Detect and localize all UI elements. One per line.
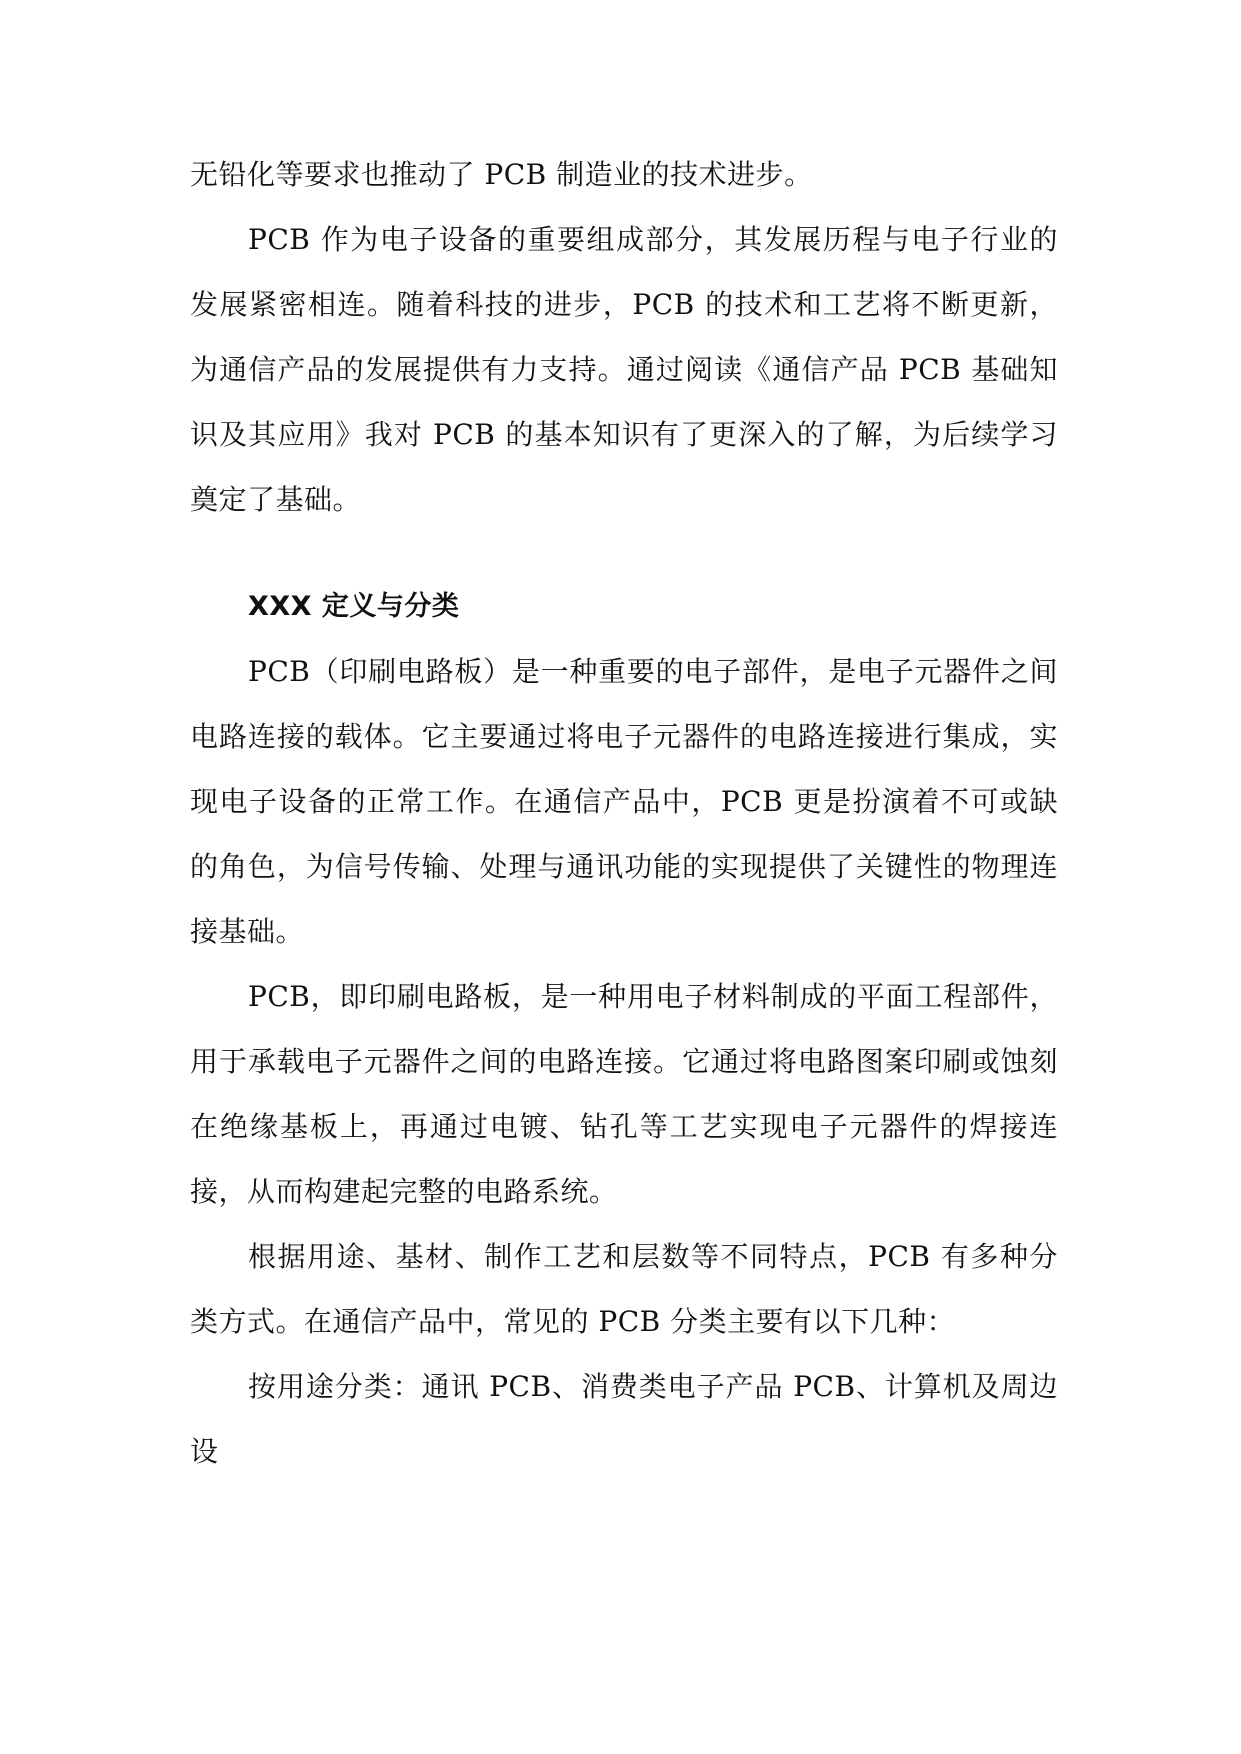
document-body — [190, 142, 1058, 1484]
paragraph-pcb-explanation: PCB，即印刷电路板，是一种用电子材料制成的平面工程部件，用于承载电子元器件之间的电路连接。它通过将电路图案印刷或蚀刻在绝缘基板上，再通过电镀、钻孔等工艺实现电子元器件的焊接连接，从而构建起完整的电路系统。 — [190, 980, 1058, 1208]
paragraph-continuation: 无铅化等要求也推动了 PCB 制造业的技术进步。 — [190, 158, 813, 191]
section-heading: XXX 定义与分类 — [248, 591, 460, 622]
paragraph-pcb-classification: 根据用途、基材、制作工艺和层数等不同特点，PCB 有多种分类方式。在通信产品中，常见的 PCB 分类主要有以下几种： — [190, 1240, 1058, 1338]
paragraph-pcb-development: PCB 作为电子设备的重要组成部分，其发展历程与电子行业的发展紧密相连。随着科技的进步，PCB 的技术和工艺将不断更新，为通信产品的发展提供有力支持。通过阅读《通信产品 PCB 基础知识及其应用》我对 PCB 的基本知识有了更深入的了解，为后续学习奠定了基础。 — [190, 223, 1058, 516]
paragraph-pcb-definition: PCB（印刷电路板）是一种重要的电子部件，是电子元器件之间电路连接的载体。它主要通过将电子元器件的电路连接进行集成，实现电子设备的正常工作。在通信产品中，PCB 更是扮演着不可或缺的角色，为信号传输、处理与通讯功能的实现提供了关键性的物理连接基础。 — [190, 655, 1058, 948]
paragraph-classification-by-use: 按用途分类：通讯 PCB、消费类电子产品 PCB、计算机及周边设 — [190, 1370, 1058, 1468]
